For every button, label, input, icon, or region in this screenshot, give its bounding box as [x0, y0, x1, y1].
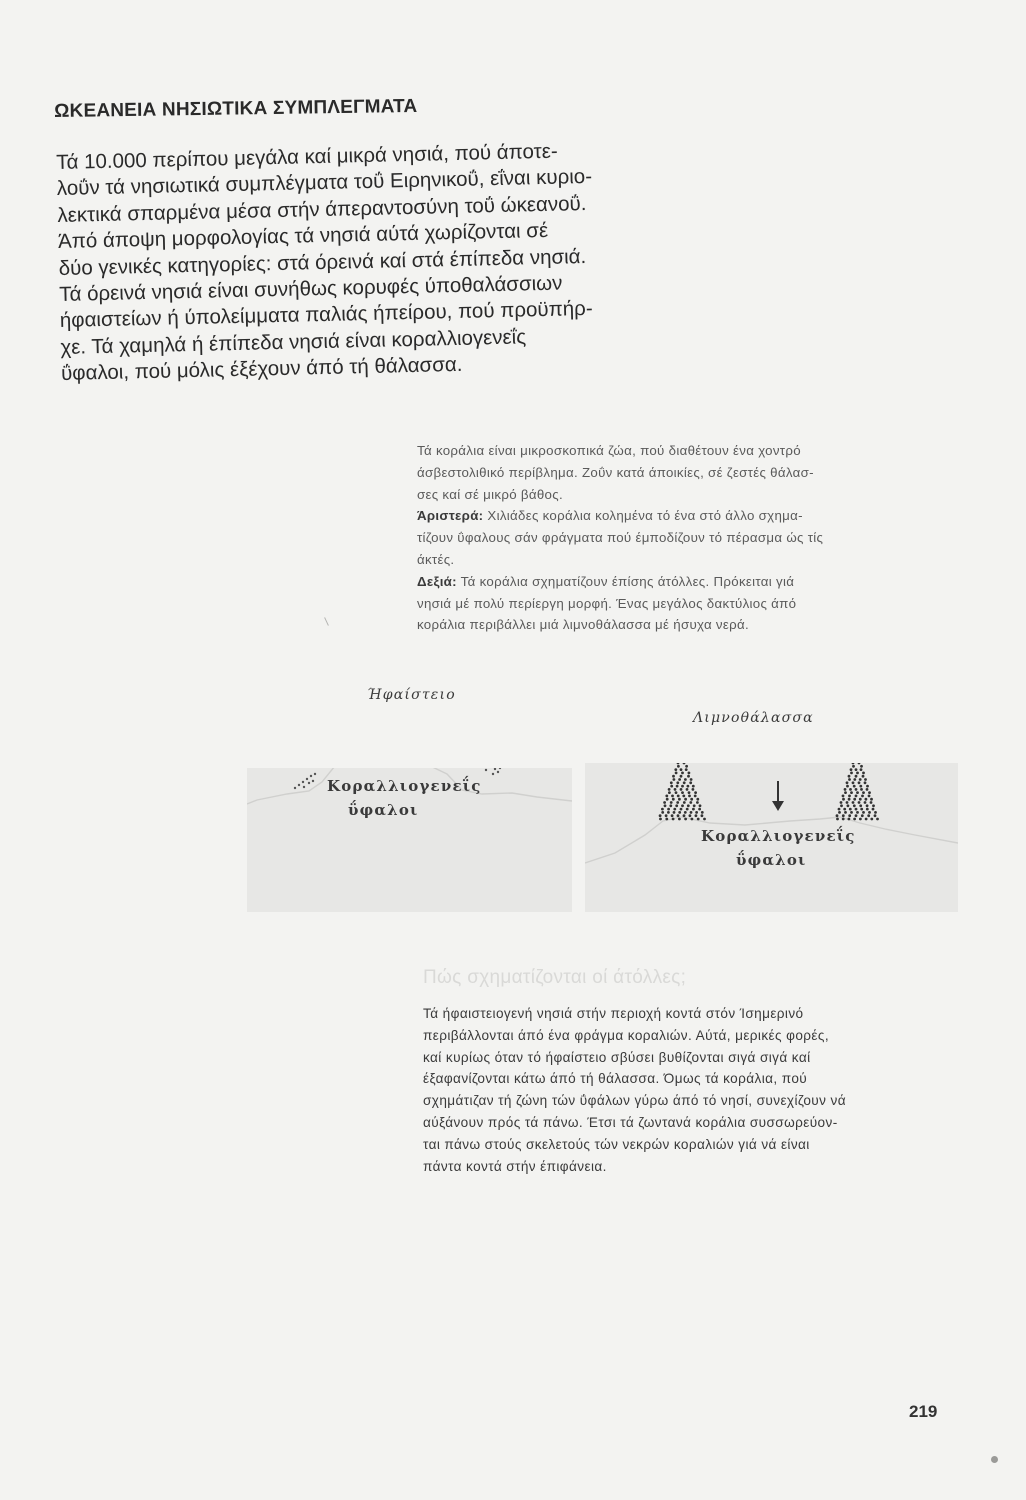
- coral-dot: [872, 804, 875, 807]
- coral-dot: [684, 818, 687, 821]
- coral-dot: [842, 798, 845, 801]
- coral-dot: [840, 804, 843, 807]
- coral-dot: [843, 808, 846, 811]
- coral-dot: [694, 791, 697, 794]
- coral-dot: [862, 772, 865, 775]
- coral-dot: [677, 814, 680, 817]
- caption-line: κοράλια περιβάλλει μιά λιμνοθάλασσα μέ ήσυχα νερά.: [417, 617, 749, 633]
- reef-pillar-right: [836, 763, 879, 820]
- coral-dot: [856, 811, 859, 814]
- coral-dot: [677, 795, 680, 798]
- coral-dot: [680, 788, 683, 791]
- coral-dot: [850, 791, 853, 794]
- coral-dot: [693, 804, 696, 807]
- intro-paragraph: [56, 136, 673, 387]
- reef-label-left: Κοραλλιογενεΐς: [327, 777, 482, 795]
- coral-dot: [666, 798, 669, 801]
- coral-dot: [676, 781, 679, 784]
- body-line: σχημάτιζαν τή ζώνη τών ΰφάλων γύρω άπό τό νησί, συνεχίζουν νά: [423, 1093, 846, 1109]
- coral-dot: [859, 818, 862, 821]
- coral-dot: [674, 788, 677, 791]
- coral-dot: [685, 765, 688, 768]
- body-line: περιβάλλονται άπό ένα φράγμα κοραλιών. Αύτά, μερικές φορές,: [423, 1027, 830, 1043]
- figure-caption: [417, 440, 977, 636]
- coral-dot: [690, 778, 693, 781]
- coral-dot: [859, 804, 862, 807]
- coral-dot: [676, 785, 679, 788]
- coral-dot: [694, 795, 697, 798]
- coral-dot: [695, 814, 698, 817]
- coral-dot: [689, 814, 692, 817]
- coral-dot: [874, 814, 877, 817]
- coral-dot: [685, 768, 688, 771]
- body-line: αύξάνουν πρός τά πάνω. Έτσι τά ζωντανά κοράλια συσσωρεύον-: [423, 1114, 838, 1130]
- coral-dot: [848, 795, 851, 798]
- page-number: 219: [909, 1402, 938, 1421]
- coral-dot: [676, 801, 679, 804]
- caption-left-text: Χιλιάδες κοράλια κολημένα τό ένα στό άλλο σχημα-: [487, 508, 803, 524]
- coral-dot: [853, 798, 856, 801]
- coral-dot: [860, 765, 863, 768]
- coral-dot: [844, 791, 847, 794]
- coral-dot: [848, 775, 851, 778]
- coral-dot: [673, 808, 676, 811]
- caption-line: τίζουν ΰφαλους σάν φράγματα πού έμποδίζουν τό πέρασμα ώς τίς: [417, 530, 824, 546]
- coral-dot: [848, 778, 851, 781]
- coral-dot: [865, 818, 868, 821]
- intro-line: ήφαιστείων ή ύπολείμματα παλιάς ήπείρου, πού προϋπήρ-: [59, 297, 593, 333]
- coral-dot: [701, 811, 704, 814]
- atoll-paragraph: [423, 1003, 963, 1177]
- coral-dot: [675, 804, 678, 807]
- body-line: καί κυρίως όταν τό ήφαίστειο σβύσει βυθίζονται σιγά σιγά καί: [423, 1049, 811, 1065]
- coral-dot: [686, 788, 689, 791]
- coral-dot: [678, 811, 681, 814]
- coral-dot: [665, 814, 668, 817]
- coral-dot: [698, 808, 701, 811]
- coral-dot: [683, 763, 686, 764]
- coral-dot: [687, 785, 690, 788]
- coral-dot: [663, 801, 666, 804]
- coral-dot: [852, 765, 855, 768]
- coral-dot: [844, 788, 847, 791]
- coral-dot: [867, 814, 870, 817]
- stray-mark: [324, 617, 329, 626]
- coral-dot: [852, 763, 855, 764]
- coral-dot: [688, 795, 691, 798]
- intro-line: Άπό άποψη μορφολογίας τά νησιά αύτά χωρίζονται σέ: [57, 219, 549, 254]
- caption-left-label: Άριστερά:: [417, 508, 484, 524]
- coral-dot: [850, 768, 853, 771]
- coral-dot: [673, 811, 676, 814]
- coral-dot: [862, 791, 865, 794]
- coral-dot: [860, 768, 863, 771]
- coral-dot: [661, 811, 664, 814]
- caption-right-line: [417, 571, 977, 593]
- coral-dot: [855, 814, 858, 817]
- body-line: πάντα κοντά στήν έπιφάνεια.: [423, 1158, 607, 1174]
- coral-dot: [659, 818, 662, 821]
- lagoon-label: Λιμνοθάλασσα: [693, 710, 814, 726]
- coral-dot: [683, 781, 686, 784]
- coral-dot: [836, 818, 839, 821]
- coral-dot: [661, 808, 664, 811]
- coral-dot: [842, 818, 845, 821]
- coral-dot: [862, 811, 865, 814]
- coral-dot: [699, 804, 702, 807]
- coral-dot: [838, 811, 841, 814]
- coral-dot: [692, 808, 695, 811]
- coral-dot: [681, 804, 684, 807]
- coral-dot: [696, 801, 699, 804]
- caption-line: άκτές.: [417, 551, 455, 567]
- coral-dot: [866, 804, 869, 807]
- caption-line: άσβεστολιθικό περίβλημα. Ζοΰν κατά άποικίες, σέ ζεστές θάλασ-: [417, 464, 814, 480]
- coral-dot: [838, 808, 841, 811]
- reef-label-right: Κοραλλιογενεΐς: [701, 827, 856, 845]
- coral-dot: [678, 778, 681, 781]
- coral-dot: [669, 804, 672, 807]
- coral-dot: [690, 798, 693, 801]
- coral-dot: [866, 785, 869, 788]
- coral-dot: [665, 818, 668, 821]
- intro-line: δύο γενικές κατηγορίες: στά όρεινά καί στά έπίπεδα νησιά.: [58, 244, 587, 280]
- coral-dot: [860, 808, 863, 811]
- coral-dot: [840, 801, 843, 804]
- coral-dot: [861, 814, 864, 817]
- coral-dot: [858, 763, 861, 764]
- coral-dot: [860, 788, 863, 791]
- coral-dot: [688, 772, 691, 775]
- coral-dot: [868, 791, 871, 794]
- coral-dot: [853, 778, 856, 781]
- coral-dot: [697, 818, 700, 821]
- coral-dot: [672, 775, 675, 778]
- coral-dot: [677, 765, 680, 768]
- coral-dot: [842, 814, 845, 817]
- coral-dot: [846, 785, 849, 788]
- coral-dot: [671, 795, 674, 798]
- coral-dot: [853, 804, 856, 807]
- coral-dot: [868, 811, 871, 814]
- coral-dot: [864, 778, 867, 781]
- coral-dot: [680, 808, 683, 811]
- coral-dot: [870, 801, 873, 804]
- coral-dot: [846, 801, 849, 804]
- coral-dot: [859, 798, 862, 801]
- reef-label-left-2: ΰφαλοι: [348, 801, 419, 819]
- intro-line: χε. Τά χαμηλά ή έπίπεδα νησιά είναι κοραλλιογενεΐς: [60, 325, 527, 359]
- coral-dot: [692, 785, 695, 788]
- coral-dot: [864, 781, 867, 784]
- coral-dot: [678, 818, 681, 821]
- volcano-label: Ήφαίστειο: [367, 687, 456, 703]
- coral-dot: [848, 818, 851, 821]
- body-line: Τά ήφαιστειογενή νησιά στήν περιοχή κοντά στόν Ίσημερινό: [423, 1006, 804, 1021]
- coral-dot: [874, 811, 877, 814]
- coral-dot: [855, 775, 858, 778]
- coral-dot: [696, 798, 699, 801]
- coral-dot: [667, 811, 670, 814]
- coral-dot: [870, 798, 873, 801]
- coral-dot: [689, 801, 692, 804]
- coral-dot: [858, 781, 861, 784]
- caption-left-line: [417, 505, 977, 527]
- coral-dot: [852, 781, 855, 784]
- coral-dot: [853, 818, 856, 821]
- coral-dot: [846, 781, 849, 784]
- coral-dot: [861, 795, 864, 798]
- coral-dot: [684, 811, 687, 814]
- coral-dot: [850, 811, 853, 814]
- coral-dot: [672, 818, 675, 821]
- coral-dot: [847, 804, 850, 807]
- coral-dot: [853, 785, 856, 788]
- coral-dot: [876, 818, 879, 821]
- coral-dot: [691, 818, 694, 821]
- coral-dot: [659, 814, 662, 817]
- coral-dot: [692, 788, 695, 791]
- coral-dot: [855, 788, 858, 791]
- coral-dot: [844, 811, 847, 814]
- coral-dot: [686, 808, 689, 811]
- caption-right-text: Τά κοράλια σχηματίζουν έπίσης άτόλλες. Πρόκειται γιά: [460, 573, 795, 589]
- print-dot: [991, 1456, 998, 1463]
- coral-dot: [862, 775, 865, 778]
- coral-dot: [668, 788, 671, 791]
- coral-dot: [690, 811, 693, 814]
- coral-dot: [670, 781, 673, 784]
- coral-dot: [672, 798, 675, 801]
- coral-dot: [866, 788, 869, 791]
- coral-dot: [689, 781, 692, 784]
- coral-dot: [864, 801, 867, 804]
- coral-dot: [859, 785, 862, 788]
- coral-dot: [872, 808, 875, 811]
- coral-dot: [849, 788, 852, 791]
- coral-dot: [670, 785, 673, 788]
- coral-dot: [836, 814, 839, 817]
- reef-pillar-left: [659, 763, 706, 820]
- coral-dot: [673, 778, 676, 781]
- coral-dot: [703, 818, 706, 821]
- coral-dot: [675, 772, 678, 775]
- coral-dot: [842, 795, 845, 798]
- coral-dot: [865, 798, 868, 801]
- coral-dot: [664, 804, 667, 807]
- intro-line: λεκτικά σπαρμένα μέσα στήν άπεραντοσύνη τοΰ ώκεανοΰ.: [57, 191, 587, 227]
- coral-dot: [858, 801, 861, 804]
- intro-line: Τά 10.000 περίπου μεγάλα καί μικρά νησιά, πού άποτε-: [56, 139, 558, 174]
- caption-right-label: Δεξιά:: [417, 573, 457, 589]
- coral-dot: [850, 772, 853, 775]
- coral-dot: [678, 798, 681, 801]
- coral-dot: [848, 814, 851, 817]
- coral-dot: [674, 768, 677, 771]
- coral-dot: [671, 814, 674, 817]
- coral-dot: [687, 775, 690, 778]
- coral-dot: [683, 814, 686, 817]
- coral-dot: [849, 808, 852, 811]
- caption-line: νησιά μέ πολύ περίεργη μορφή. Ένας μεγάλος δακτύλιος άπό: [417, 595, 797, 611]
- coral-dot: [675, 791, 678, 794]
- coral-dot: [681, 772, 684, 775]
- coral-dot: [683, 801, 686, 804]
- coral-dot: [680, 768, 683, 771]
- coral-dot: [681, 791, 684, 794]
- coral-dot: [687, 804, 690, 807]
- section-subheading: Πώς σχηματίζονται οί άτόλλες;: [423, 967, 687, 988]
- coral-dot: [677, 763, 680, 764]
- coral-dot: [848, 798, 851, 801]
- caption-line: Τά κοράλια είναι μικροσκοπικά ζώα, πού διαθέτουν ένα χοντρό: [417, 443, 801, 458]
- intro-line: ΰφαλοι, πού μόλις έξέχουν άπό τή θάλασσα.: [60, 353, 463, 386]
- intro-line: Τά όρεινά νησιά είναι συνήθως κορυφές ύποθαλάσσιων: [59, 271, 563, 306]
- body-line: έξαφανίζονται κάτω άπό τή θάλασσα. Όμως τά κοράλια, πού: [423, 1071, 808, 1087]
- coral-dot: [855, 768, 858, 771]
- coral-dot: [855, 808, 858, 811]
- coral-dot: [670, 801, 673, 804]
- coral-dot: [695, 811, 698, 814]
- coral-dot: [667, 808, 670, 811]
- coral-dot: [856, 772, 859, 775]
- intro-line: λοΰν τά νησιωτικά συμπλέγματα τοΰ Ειρηνικοΰ, εΐναι κυριο-: [56, 165, 593, 201]
- coral-dot: [681, 785, 684, 788]
- caption-line: σες καί σέ μικρό βάθος.: [417, 486, 563, 502]
- coral-dot: [856, 791, 859, 794]
- coral-dot: [688, 791, 691, 794]
- coral-dot: [870, 818, 873, 821]
- coral-dot: [680, 775, 683, 778]
- coral-dot: [866, 808, 869, 811]
- coral-dot: [701, 814, 704, 817]
- coral-dot: [859, 778, 862, 781]
- coral-dot: [684, 778, 687, 781]
- body-line: ται πάνω στούς σκελετούς τών νεκρών κοραλιών γιά νά είναι: [423, 1136, 810, 1152]
- coral-dot: [682, 795, 685, 798]
- coral-dot: [684, 798, 687, 801]
- coral-dot: [855, 795, 858, 798]
- page-title: ΩΚΕΑΝΕΙΑ ΝΗΣΙΩΤΙΚΑ ΣΥΜΠΛΕΓΜΑΤΑ: [54, 95, 418, 122]
- coral-dot: [868, 795, 871, 798]
- reef-label-right-2: ΰφαλοι: [736, 851, 807, 869]
- coral-dot: [665, 795, 668, 798]
- coral-dot: [668, 791, 671, 794]
- coral-dot: [852, 801, 855, 804]
